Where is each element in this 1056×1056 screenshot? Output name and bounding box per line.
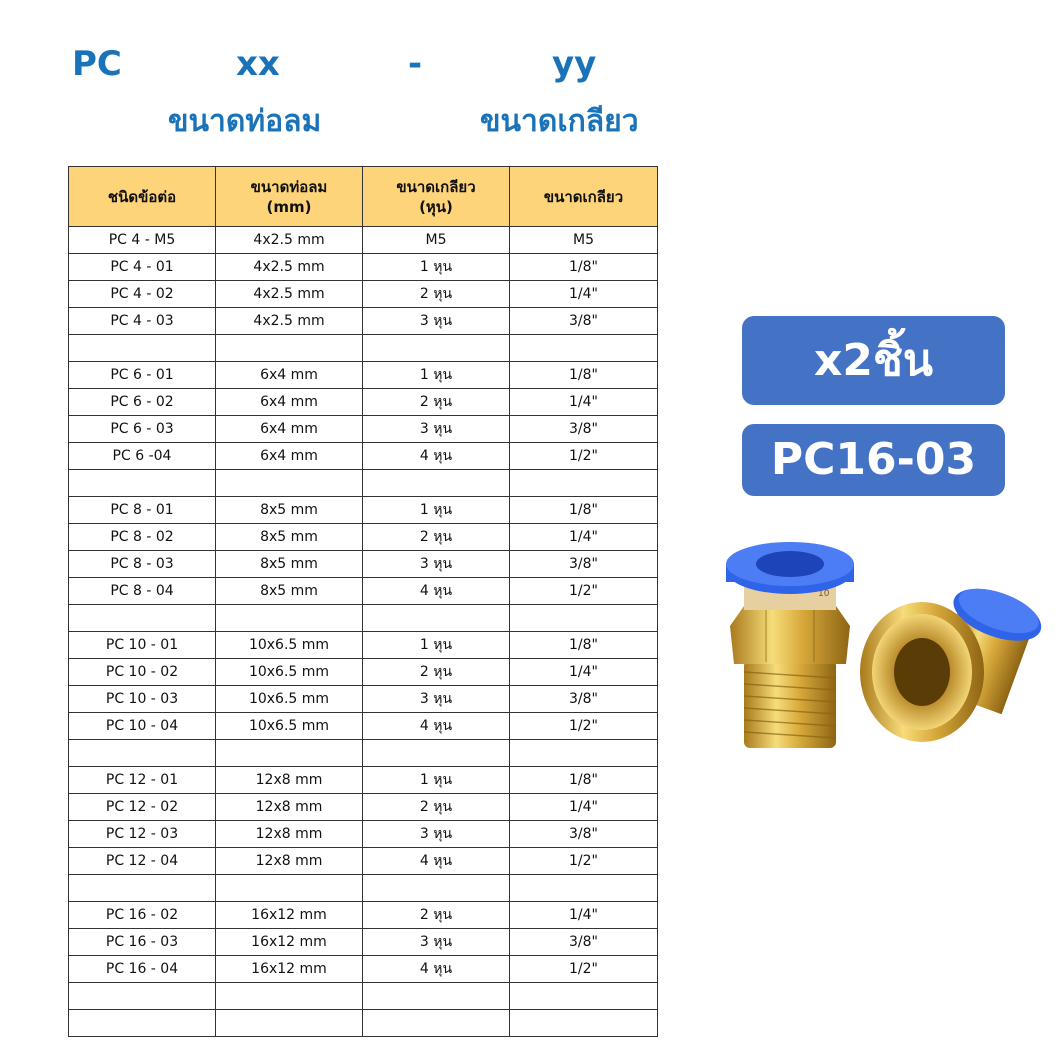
table-cell: 12x8 mm bbox=[216, 821, 363, 848]
table-cell bbox=[510, 605, 658, 632]
table-cell: 1 หุน bbox=[363, 767, 510, 794]
table-row bbox=[69, 632, 658, 659]
table-cell bbox=[363, 605, 510, 632]
code-yy: yy bbox=[552, 44, 597, 84]
table-row bbox=[69, 362, 658, 389]
table-cell bbox=[363, 470, 510, 497]
column-header: ขนาดเกลียว (หุน) bbox=[363, 167, 510, 227]
table-row bbox=[69, 551, 658, 578]
table-cell bbox=[216, 983, 363, 1010]
table-row bbox=[69, 767, 658, 794]
table-cell: PC 6 - 01 bbox=[69, 362, 216, 389]
table-cell bbox=[69, 470, 216, 497]
table-cell bbox=[216, 605, 363, 632]
table-cell: 1/4" bbox=[510, 902, 658, 929]
table-cell: 1/4" bbox=[510, 659, 658, 686]
table-cell: 10x6.5 mm bbox=[216, 659, 363, 686]
table-cell bbox=[510, 335, 658, 362]
table-cell: 1/4" bbox=[510, 524, 658, 551]
table-cell: 4x2.5 mm bbox=[216, 254, 363, 281]
table-row bbox=[69, 956, 658, 983]
table-cell bbox=[69, 1010, 216, 1037]
column-header: ชนิดข้อต่อ bbox=[69, 167, 216, 227]
table-cell: PC 16 - 02 bbox=[69, 902, 216, 929]
table-cell: PC 10 - 03 bbox=[69, 686, 216, 713]
table-cell: 3 หุน bbox=[363, 821, 510, 848]
table-cell: 8x5 mm bbox=[216, 524, 363, 551]
table-cell: 1/2" bbox=[510, 713, 658, 740]
pneumatic-fitting-icon bbox=[722, 540, 1042, 760]
table-body bbox=[69, 227, 658, 1037]
table-cell: PC 6 -04 bbox=[69, 443, 216, 470]
table-row bbox=[69, 281, 658, 308]
table-cell: 1 หุน bbox=[363, 497, 510, 524]
table-cell: 3 หุน bbox=[363, 416, 510, 443]
table-cell: 3/8" bbox=[510, 686, 658, 713]
table-cell: 8x5 mm bbox=[216, 578, 363, 605]
table-cell: 4 หุน bbox=[363, 578, 510, 605]
table-cell: PC 8 - 03 bbox=[69, 551, 216, 578]
column-header: ขนาดเกลียว bbox=[510, 167, 658, 227]
table-header-row bbox=[69, 167, 658, 227]
table-cell: PC 16 - 04 bbox=[69, 956, 216, 983]
table-cell: PC 4 - M5 bbox=[69, 227, 216, 254]
table-cell bbox=[363, 740, 510, 767]
table-row bbox=[69, 389, 658, 416]
table-cell: 1/8" bbox=[510, 497, 658, 524]
table-cell: 2 หุน bbox=[363, 794, 510, 821]
table-row bbox=[69, 1010, 658, 1037]
table-cell: 2 หุน bbox=[363, 281, 510, 308]
column-header: ขนาดท่อลม (mm) bbox=[216, 167, 363, 227]
table-cell: 2 หุน bbox=[363, 524, 510, 551]
fitting-marking: 10 bbox=[818, 589, 830, 599]
table-cell: 1/8" bbox=[510, 362, 658, 389]
table-cell: 1 หุน bbox=[363, 254, 510, 281]
table-cell: 1/8" bbox=[510, 632, 658, 659]
table-row bbox=[69, 740, 658, 767]
table-cell: 1/2" bbox=[510, 578, 658, 605]
table-cell: 3/8" bbox=[510, 416, 658, 443]
table-row bbox=[69, 875, 658, 902]
table-cell: PC 4 - 01 bbox=[69, 254, 216, 281]
table-cell bbox=[216, 470, 363, 497]
table-row bbox=[69, 929, 658, 956]
table-row bbox=[69, 416, 658, 443]
table-row bbox=[69, 983, 658, 1010]
table-cell: PC 8 - 04 bbox=[69, 578, 216, 605]
table-cell: 4x2.5 mm bbox=[216, 281, 363, 308]
table-cell bbox=[363, 875, 510, 902]
table-cell: 1/8" bbox=[510, 254, 658, 281]
tube-size-label: ขนาดท่อลม bbox=[168, 104, 322, 139]
table-cell bbox=[69, 983, 216, 1010]
thread-size-label: ขนาดเกลียว bbox=[480, 104, 639, 139]
table-cell bbox=[510, 983, 658, 1010]
model-badge: PC16-03 bbox=[742, 424, 1005, 496]
table-cell: 16x12 mm bbox=[216, 902, 363, 929]
code-xx: xx bbox=[236, 44, 280, 84]
table-cell: 6x4 mm bbox=[216, 416, 363, 443]
table-cell: 3 หุน bbox=[363, 551, 510, 578]
table-row bbox=[69, 605, 658, 632]
table-cell: PC 12 - 01 bbox=[69, 767, 216, 794]
code-prefix: PC bbox=[72, 44, 122, 84]
table-cell bbox=[69, 605, 216, 632]
table-row bbox=[69, 335, 658, 362]
table-cell: 8x5 mm bbox=[216, 551, 363, 578]
table-cell bbox=[510, 875, 658, 902]
table-cell: 3/8" bbox=[510, 821, 658, 848]
table-cell: 6x4 mm bbox=[216, 362, 363, 389]
table-cell: 1/2" bbox=[510, 956, 658, 983]
table-cell: PC 12 - 02 bbox=[69, 794, 216, 821]
table-row bbox=[69, 794, 658, 821]
table-cell: 4 หุน bbox=[363, 848, 510, 875]
table-cell: 3 หุน bbox=[363, 686, 510, 713]
table-cell: M5 bbox=[510, 227, 658, 254]
table-cell: PC 16 - 03 bbox=[69, 929, 216, 956]
table-cell: 16x12 mm bbox=[216, 929, 363, 956]
table-cell: 4x2.5 mm bbox=[216, 227, 363, 254]
table-cell: 3 หุน bbox=[363, 308, 510, 335]
table-cell bbox=[510, 1010, 658, 1037]
table-cell bbox=[510, 470, 658, 497]
table-cell bbox=[510, 740, 658, 767]
table-cell: 3/8" bbox=[510, 551, 658, 578]
table-cell: 8x5 mm bbox=[216, 497, 363, 524]
table-cell bbox=[69, 740, 216, 767]
code-dash: - bbox=[408, 44, 423, 84]
table-row bbox=[69, 443, 658, 470]
table-cell: PC 12 - 04 bbox=[69, 848, 216, 875]
table-cell: 4 หุน bbox=[363, 956, 510, 983]
table-cell: 10x6.5 mm bbox=[216, 686, 363, 713]
table-cell: 2 หุน bbox=[363, 659, 510, 686]
fitting-left bbox=[726, 542, 854, 748]
table-cell: 1/4" bbox=[510, 794, 658, 821]
table-cell: 3 หุน bbox=[363, 929, 510, 956]
table-cell: PC 12 - 03 bbox=[69, 821, 216, 848]
table-cell: 12x8 mm bbox=[216, 848, 363, 875]
table-cell: PC 8 - 01 bbox=[69, 497, 216, 524]
table-cell: 1/4" bbox=[510, 281, 658, 308]
table-cell: 6x4 mm bbox=[216, 389, 363, 416]
table-cell: 1/2" bbox=[510, 443, 658, 470]
table-cell: 2 หุน bbox=[363, 902, 510, 929]
table-cell bbox=[69, 335, 216, 362]
table-cell: PC 10 - 04 bbox=[69, 713, 216, 740]
table-cell: 10x6.5 mm bbox=[216, 713, 363, 740]
table-cell bbox=[216, 1010, 363, 1037]
table-cell: 10x6.5 mm bbox=[216, 632, 363, 659]
table-row bbox=[69, 821, 658, 848]
table-cell: 4 หุน bbox=[363, 443, 510, 470]
table-cell: 4 หุน bbox=[363, 713, 510, 740]
table-cell: 4x2.5 mm bbox=[216, 308, 363, 335]
table-cell: 6x4 mm bbox=[216, 443, 363, 470]
table-cell: PC 10 - 01 bbox=[69, 632, 216, 659]
table-cell: 1/2" bbox=[510, 848, 658, 875]
table-cell: PC 4 - 02 bbox=[69, 281, 216, 308]
table-cell bbox=[216, 875, 363, 902]
table-cell: 1 หุน bbox=[363, 362, 510, 389]
table-cell: 2 หุน bbox=[363, 389, 510, 416]
table-cell bbox=[363, 1010, 510, 1037]
table-cell: 1/8" bbox=[510, 767, 658, 794]
table-row bbox=[69, 659, 658, 686]
table-cell: M5 bbox=[363, 227, 510, 254]
table-row bbox=[69, 902, 658, 929]
table-cell: 1 หุน bbox=[363, 632, 510, 659]
table-row bbox=[69, 848, 658, 875]
table-row bbox=[69, 470, 658, 497]
table-cell bbox=[363, 983, 510, 1010]
table-cell: PC 6 - 02 bbox=[69, 389, 216, 416]
table-row bbox=[69, 578, 658, 605]
table-cell: PC 4 - 03 bbox=[69, 308, 216, 335]
table-row bbox=[69, 713, 658, 740]
table-cell: 3/8" bbox=[510, 308, 658, 335]
quantity-badge: x2ชิ้น bbox=[742, 316, 1005, 405]
table-row bbox=[69, 308, 658, 335]
table-cell: PC 10 - 02 bbox=[69, 659, 216, 686]
table-cell: 12x8 mm bbox=[216, 794, 363, 821]
table-cell bbox=[216, 335, 363, 362]
spec-table bbox=[68, 166, 658, 1037]
table-cell bbox=[363, 335, 510, 362]
table-cell: 16x12 mm bbox=[216, 956, 363, 983]
table-cell: PC 6 - 03 bbox=[69, 416, 216, 443]
table-cell bbox=[69, 875, 216, 902]
table-row bbox=[69, 254, 658, 281]
table-cell: 12x8 mm bbox=[216, 767, 363, 794]
table-cell: PC 8 - 02 bbox=[69, 524, 216, 551]
table-row bbox=[69, 686, 658, 713]
table-row bbox=[69, 524, 658, 551]
table-row bbox=[69, 497, 658, 524]
table-cell: 3/8" bbox=[510, 929, 658, 956]
table-cell bbox=[216, 740, 363, 767]
table-row bbox=[69, 227, 658, 254]
table-cell: 1/4" bbox=[510, 389, 658, 416]
